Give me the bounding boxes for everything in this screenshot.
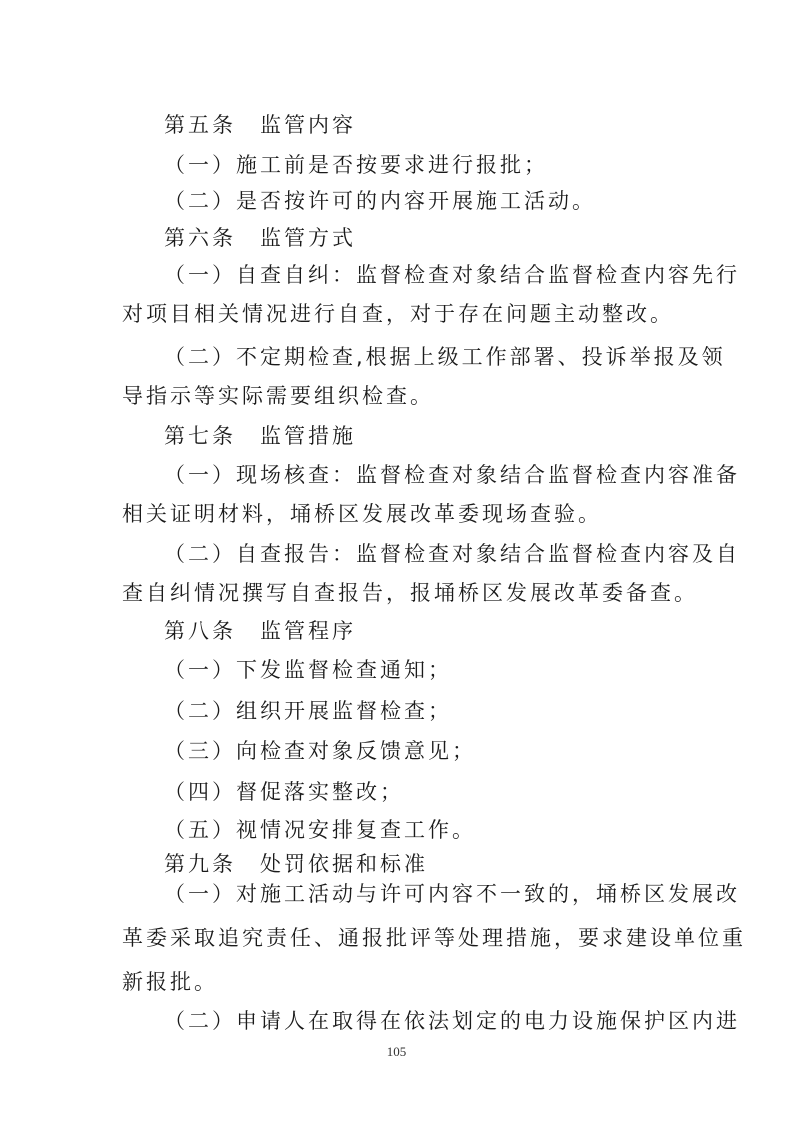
- article-title: 监管程序: [260, 619, 356, 643]
- article-number: 第六条: [164, 226, 236, 250]
- article-heading-9: [164, 851, 428, 877]
- article-heading-5: [164, 112, 356, 138]
- paragraph-line: （一）下发监督检查通知；: [164, 658, 452, 682]
- paragraph-line: （一）施工前是否按要求进行报批；: [164, 153, 548, 177]
- paragraph-line: （一）自查自纠：监督检查对象结合监督检查内容先行: [164, 263, 740, 287]
- article-title: 监管措施: [260, 424, 356, 448]
- article-number: 第九条: [164, 852, 236, 876]
- article-number: 第五条: [164, 113, 236, 137]
- paragraph-line: （二）不定期检查,根据上级工作部署、投诉举报及领: [164, 345, 726, 369]
- paragraph-continuation: 革委采取追究责任、通报批评等处理措施，要求建设单位重: [122, 926, 746, 950]
- article-title: 监管方式: [260, 226, 356, 250]
- page-number: 105: [386, 1044, 407, 1059]
- article-heading-7: [164, 423, 356, 449]
- article-heading-8: [164, 618, 356, 644]
- paragraph-continuation: 新报批。: [122, 970, 218, 994]
- paragraph-line: （二）组织开展监督检查；: [164, 699, 452, 723]
- article-heading-6: [164, 225, 356, 251]
- paragraph-line: （二）自查报告：监督检查对象结合监督检查内容及自: [164, 542, 740, 566]
- paragraph-line: （二）是否按许可的内容开展施工活动。: [164, 189, 596, 213]
- paragraph-line: （二）申请人在取得在依法划定的电力设施保护区内进: [164, 1009, 740, 1033]
- article-number: 第八条: [164, 619, 236, 643]
- paragraph-line: （一）现场核查：监督检查对象结合监督检查内容准备: [164, 463, 740, 487]
- article-title: 监管内容: [260, 113, 356, 137]
- article-title: 处罚依据和标准: [260, 852, 428, 876]
- paragraph-line: （四）督促落实整改；: [164, 780, 404, 804]
- paragraph-continuation: 对项目相关情况进行自查，对于存在问题主动整改。: [122, 302, 674, 326]
- article-number: 第七条: [164, 424, 236, 448]
- paragraph-continuation: 导指示等实际需要组织检查。: [122, 384, 434, 408]
- paragraph-line: （一）对施工活动与许可内容不一致的，埇桥区发展改: [164, 882, 740, 906]
- paragraph-continuation: 相关证明材料，埇桥区发展改革委现场查验。: [122, 502, 602, 526]
- paragraph-line: （三）向检查对象反馈意见；: [164, 739, 476, 763]
- paragraph-line: （五）视情况安排复查工作。: [164, 818, 476, 842]
- paragraph-continuation: 查自纠情况撰写自查报告，报埇桥区发展改革委备查。: [122, 581, 698, 605]
